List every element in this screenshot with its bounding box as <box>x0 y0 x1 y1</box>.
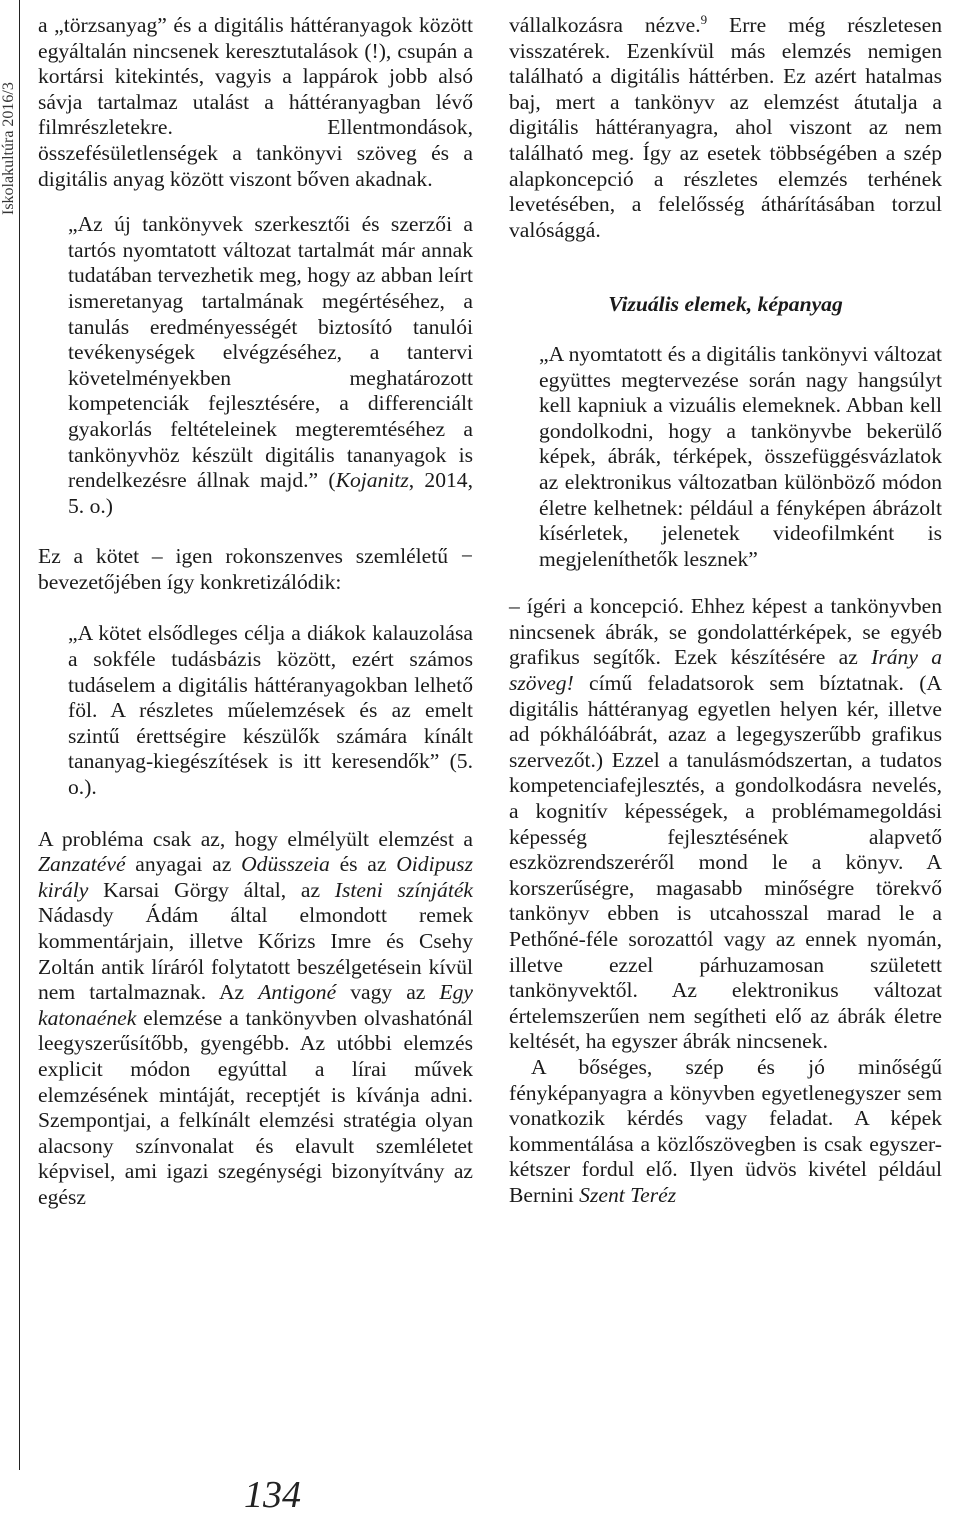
title-isteni-szinjatek: Isteni színjáték <box>334 877 473 902</box>
title-odusszeia: Odüsszeia <box>241 852 330 877</box>
text-run: című feladatsorok sem bíztatnak. (A digitális háttéranyag egyetlen helyen kér, illetve ad pókhálóábrát, azaz a legegyszerűbb grafikus szervezőt.) Ezzel a tanulásmódszertan, a tudatos kompetenciafejlesztés, a gondolkodásra nevelés, a kognitív képességek, a problémamegoldási képesség fejlesztésének alapvető eszközrendszeréről mond le a könyv. A korszerűségre, magasabb minőségre törekvő tankönyv ebben is utcahosszal marad le a Pethőné-féle sorozattól vagy az ennek nyomán, illetve ezzel párhuzamosan született tankönyvektől. Az elektronikus változat értelemszerűen nem segítheti elő az ábrák életre keltését, ha egyszer ábrák nincsenek. <box>509 671 942 1054</box>
title-antigone: Antigoné <box>258 980 337 1005</box>
block-quote-3 <box>509 342 942 572</box>
right-column <box>509 13 942 1209</box>
text-run: vállalkozásra nézve. <box>509 13 701 37</box>
title-egy-katonaenek: Egy katonaének <box>38 980 473 1030</box>
citation-open: ( <box>318 468 336 493</box>
citation-author: Kojanitz <box>335 468 409 493</box>
text-run: – ígéri a koncepció. Ehhez képest a tankönyvben nincsenek ábrák, se gondolattérképek, se egyéb grafikus segítők. Ezek készítésére az <box>509 594 942 670</box>
paragraph <box>38 827 473 1211</box>
block-quote-1 <box>38 212 473 519</box>
paragraph <box>509 1055 942 1209</box>
title-irany-a-szoveg: Irány a szöveg! <box>509 645 943 696</box>
paragraph <box>509 13 942 243</box>
footnote-ref: 9 <box>700 11 708 27</box>
title-szent-terez: Szent Teréz <box>579 1182 677 1207</box>
paragraph <box>509 594 942 1055</box>
text-run: A bőséges, szép és jó minőségű fényképanyagra a könyvben egyetlenegyszer sem vonatkozik kérdés vagy feladat. A képek kommentálása a közlőszövegben is csak egyszer-kétszer fordul elő. Ilyen üdvös kivétel például Bernini <box>509 1054 942 1207</box>
quote-text: „A nyomtatott és a digitális tankönyvi változat együttes megtervezése során nagy hangsúlyt kell kapniuk a vizuális elemeknek. Abban kell gondolkodni, hogy a tankönyvbe bekerülő képek, ábrák, térképek, összefüggésvázlatok az elektronikus változatban különböző módon életre kelhetnek: például a fényképen ábrázolt kísérletek, jelenetek videofilmként is megjeleníthetők lesznek” <box>539 341 942 571</box>
text-run: vagy az <box>336 980 440 1005</box>
citation-rest: , 2014, 5. o.) <box>68 468 473 518</box>
text-run: Nádasdy Ádám által elmondott remek kommentárjain, illetve Kőrizs Imre és Csehy Zoltán antik líráról folytatott beszélgetésein kívül nem tartalmaznak. Az <box>38 903 473 1005</box>
text-run: Karsai Görgy által, az <box>88 877 335 902</box>
margin-rule <box>19 0 20 1470</box>
text-run: elemzése a tankönyvben olvashatónál leegyszerűsítőbb, gyengébb. Az utóbbi elemzés explicit módon egyúttal a lírai művek elemzésének mintáját, receptjét is kívánja adni. Szempontjai, a felkínált elemzési stratégia olyan alacsony színvonalat és elavult szemléletet képvisel, ami igazi szegénységi bizonyítvány az egész <box>38 1005 473 1209</box>
section-heading: Vizuális elemek, képanyag <box>608 292 843 317</box>
text-run: Erre még részletesen visszatérek. Ezenkívül más elemzés nemigen található a digitális háttérben. Ez azért hatalmas baj, mert a tankönyv az elemzést átutalja a digitális háttéranyagra, ahol viszont az nem található meg. Így az esetek többségében a szép alapkoncepció a részletes elemzés terhének levetésében, a felelősség áthárításában torzul valósággá. <box>509 13 942 242</box>
text-run: anyagai az <box>125 852 242 877</box>
quote-text <box>68 212 473 519</box>
page-number: 134 <box>244 1474 301 1516</box>
text-run: és az <box>329 852 397 877</box>
text-run: A probléma csak az, hogy elmélyült elemzést a <box>38 826 473 851</box>
quote-body: „Az új tankönyvek szerkesztői és szerzői a tartós nyomtatott változat tartalmát már annak tudatában tervezhetik meg, hogy az abban leírt ismeretanyag tartalmának megértéséhez, a tanulás eredményességét biztosító tanulói tevékenységek elvégzéséhez, a tantervi követelményekben meghatározott kompetenciák fejlesztésére, a differenciált gyakorlás feltételeinek megteremtéséhez a tankönyvhöz készült digitális tananyagok is rendelkezésre állnak majd.” <box>68 212 473 493</box>
running-header: Iskolakultúra 2016/3 <box>0 82 17 215</box>
title-oidipusz: Oidipusz király <box>38 852 473 902</box>
paragraph: a „törzsanyag” és a digitális háttéranyagok között egyáltalán nincsenek keresztutalások (!), csupán a kortársi kitekintés, vagyis a lappárok jobb alsó sávja tartalmaz utalást a háttéranyagban lévő filmrészletekre. Ellentmondások, összefésületlenségek a tankönyvi szöveg és a digitális anyag között viszont bőven akadnak. <box>38 13 473 191</box>
left-column <box>38 13 473 1211</box>
title-zanzateve: Zanzatévé <box>38 852 126 877</box>
quote-text: „A kötet elsődleges célja a diákok kalauzolása a sokféle tudásbázis között, ezért számos tudáselem a digitális háttéranyagokban lelhető föl. A részletes műelemzések és az emelt szintű érettségire készülők számára kínált tananyag-kiegészítések is itt keresendők” (5. o.). <box>68 621 473 800</box>
block-quote-2 <box>38 621 473 800</box>
paragraph: Ez a kötet – igen rokonszenves szemléletű − bevezetőjében így konkretizálódik: <box>38 544 473 594</box>
